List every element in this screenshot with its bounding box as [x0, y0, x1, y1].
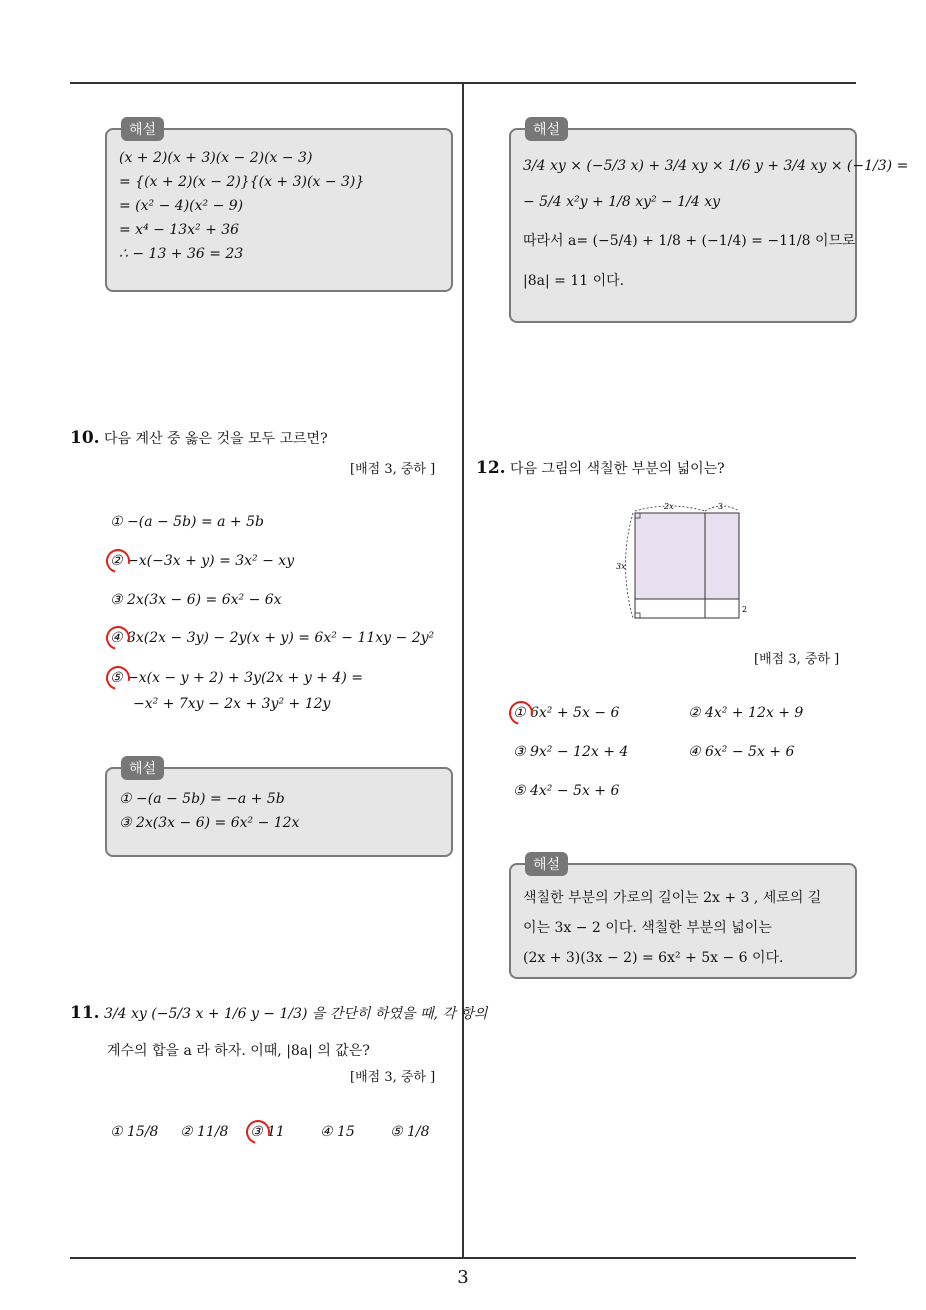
solution-line: ① −(a − 5b) = −a + 5b — [119, 791, 285, 807]
solution-tag: 해설 — [525, 117, 568, 141]
question-number: 10. — [70, 428, 100, 448]
choice-5-continued: −x² + 7xy − 2x + 3y² + 12y — [133, 696, 331, 712]
solution-line: ③ 2x(3x − 6) = 6x² − 12x — [119, 815, 300, 831]
question-text: 3/4 xy (−5/3 x + 1/6 y − 1/3) 을 간단히 하였을 때, 각 항의 — [104, 1006, 488, 1022]
solution-tag: 해설 — [121, 756, 164, 780]
solution-line: 3/4 xy × (−5/3 x) + 3/4 xy × 1/6 y + 3/4 xy × (−1/3) = — [523, 158, 909, 174]
label-top-right: 3 — [718, 502, 724, 511]
choice-2[interactable]: ② 4x² + 12x + 9 — [688, 705, 804, 721]
solution-line: = {(x + 2)(x − 2)}{(x + 3)(x − 3)} — [119, 174, 365, 190]
left-brace — [626, 513, 634, 618]
solution-line: 색칠한 부분의 가로의 길이는 2x + 3 , 세로의 길 — [523, 890, 822, 906]
question-11 — [70, 1003, 487, 1023]
solution-line: 따라서 a= (−5/4) + 1/8 + (−1/4) = −11/8 이므로 — [523, 233, 856, 249]
choice-3[interactable]: ③ 11 — [250, 1124, 285, 1140]
answer-mark — [242, 1116, 275, 1149]
choice-4[interactable]: ④ 3x(2x − 3y) − 2y(x + y) = 6x² − 11xy − 2y² — [110, 630, 435, 646]
solution-tag: 해설 — [525, 852, 568, 876]
solution-line: = x⁴ − 13x² + 36 — [119, 222, 240, 238]
bottom-rule — [70, 1257, 856, 1259]
solution-line: = (x² − 4)(x² − 9) — [119, 198, 244, 214]
question-text-2: 계수의 합을 a 라 하자. 이때, |8a| 의 값은? — [107, 1043, 370, 1059]
answer-mark — [102, 662, 135, 695]
label-left: 3x — [616, 562, 626, 571]
question-meta: [배점 3, 중하 ] — [754, 652, 840, 667]
shaded-region — [635, 513, 739, 599]
solution-box-10 — [105, 761, 453, 857]
label-top: 2x — [664, 502, 674, 511]
solution-line: (x + 2)(x + 3)(x − 2)(x − 3) — [119, 150, 313, 166]
choice-5[interactable]: ⑤ 1/8 — [390, 1124, 430, 1140]
choice-1[interactable]: ① 6x² + 5x − 6 — [513, 705, 620, 721]
answer-mark — [102, 622, 135, 655]
question-text: 다음 계산 중 옳은 것을 모두 고르면? — [104, 431, 328, 447]
choice-5[interactable]: ⑤ −x(x − y + 2) + 3y(2x + y + 4) = — [110, 670, 363, 686]
choice-1[interactable]: ① −(a − 5b) = a + 5b — [110, 514, 264, 530]
solution-line: − 5/4 x²y + 1/8 xy² − 1/4 xy — [523, 194, 721, 210]
solution-box-9 — [105, 122, 453, 292]
answer-mark — [102, 545, 135, 578]
column-divider — [462, 84, 464, 1258]
solution-tag: 해설 — [121, 117, 164, 141]
solution-line: (2x + 3)(3x − 2) = 6x² + 5x − 6 이다. — [523, 950, 784, 966]
solution-line: |8a| = 11 이다. — [523, 273, 625, 289]
solution-box-11 — [509, 122, 909, 323]
choice-3[interactable]: ③ 2x(3x − 6) = 6x² − 6x — [110, 592, 282, 608]
choice-1[interactable]: ① 15/8 — [110, 1124, 159, 1140]
question-text: 다음 그림의 색칠한 부분의 넓이는? — [510, 461, 725, 477]
solution-line: ∴ − 13 + 36 = 23 — [119, 246, 244, 262]
rectangle-figure — [610, 495, 760, 630]
solution-line: 이는 3x − 2 이다. 색칠한 부분의 넓이는 — [523, 920, 772, 936]
answer-mark — [505, 697, 538, 730]
question-number: 12. — [476, 458, 506, 478]
question-12 — [476, 458, 725, 478]
choice-2[interactable]: ② 11/8 — [180, 1124, 229, 1140]
question-number: 11. — [70, 1003, 100, 1023]
solution-box-12 — [509, 857, 857, 979]
question-meta: [배점 3, 중하 ] — [350, 462, 436, 477]
choice-2[interactable]: ② −x(−3x + y) = 3x² − xy — [110, 553, 295, 569]
choice-4[interactable]: ④ 15 — [320, 1124, 355, 1140]
choice-4[interactable]: ④ 6x² − 5x + 6 — [688, 744, 795, 760]
question-meta: [배점 3, 중하 ] — [350, 1070, 436, 1085]
choice-3[interactable]: ③ 9x² − 12x + 4 — [513, 744, 629, 760]
choice-5[interactable]: ⑤ 4x² − 5x + 6 — [513, 783, 620, 799]
question-10 — [70, 428, 328, 448]
right-angle-mark — [635, 613, 640, 618]
label-right: 2 — [742, 605, 748, 614]
page-number: 3 — [457, 1267, 469, 1288]
